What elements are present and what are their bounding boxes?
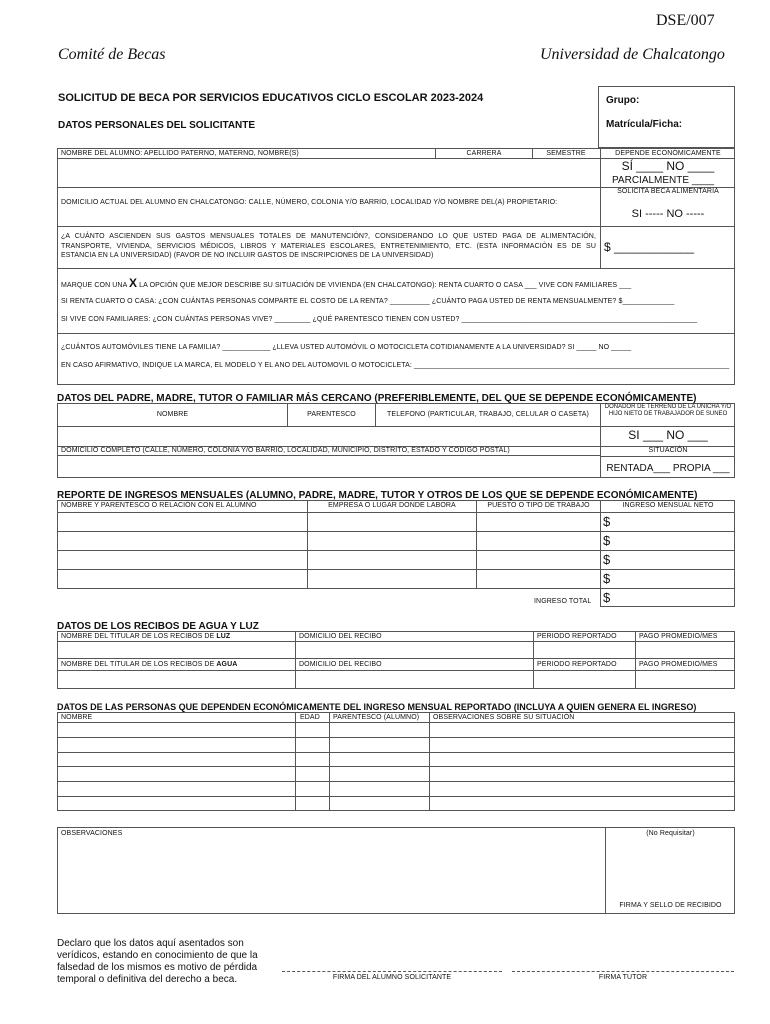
parent-relation-header: PARENTESCO xyxy=(307,411,356,418)
parent-address-field[interactable] xyxy=(60,457,598,476)
light-word: LUZ xyxy=(216,633,231,640)
food-scholarship-label: SOLICITA BECA ALIMENTARIA xyxy=(617,188,719,195)
parent-address-label: DOMICILIO COMPLETO (CALLE, NÚMERO, COLONIA Y/O BARRIO, LOCALIDAD, MUNICIPIO, DISTRITO, ESTADO Y CODIGO POSTAL) xyxy=(61,447,510,454)
student-name-field[interactable] xyxy=(60,159,433,186)
observations-label: OBSERVACIONES xyxy=(61,830,123,837)
expenses-question: ¿A CUÁNTO ASCIENDEN SUS GASTOS MENSUALES TOTALES DE MANUTENCIÓN?, CONSIDERANDO LO QUE USTED PAGA DE ALIMENTACIÓN, TRANSPORTE, VIVIENDA, SERVICIOS MÉDICOS, LIBROS Y MATERIALES ESCOLARES, ENTRETENIMIENTO, ETC. (ESTA INFORMACIÓN ES DE SU ESTANCIA EN LA UNIVERSIDAD) (FAVOR DE NO INCLUIR GASTOS DE INSCRIPCIONES DE LA UNIVERSIDAD) xyxy=(61,233,596,259)
expenses-amount[interactable]: $ ____________ xyxy=(604,240,695,254)
semester-field[interactable] xyxy=(534,159,598,186)
food-scholarship-options[interactable]: SI ----- NO ----- xyxy=(631,208,705,220)
income-amount-header: INGRESO MENSUAL NETO xyxy=(622,502,714,509)
income-table xyxy=(57,500,735,589)
dependents-relation-header: PARENTESCO (ALUMNO) xyxy=(333,714,420,721)
parent-phone-field[interactable] xyxy=(378,428,598,444)
income-name-header: NOMBRE Y PARENTESCO O RELACIÓN CON EL ALUMNO xyxy=(61,502,257,509)
situation-label: SITUACIÓN xyxy=(648,447,688,454)
light-period-header: PERIODO REPORTADO xyxy=(537,633,617,640)
partially-option[interactable]: PARCIALMENTE ____ xyxy=(612,175,715,186)
committee-name: Comité de Becas xyxy=(58,46,166,63)
housing-options[interactable]: LA OPCIÓN QUE MEJOR DESCRIBE SU SITUACIÓN DE VIVIENDA (EN CHALCATONGO): RENTA CUARTO O CASA ___ VIVE CON FAMILIARES ___ xyxy=(139,282,632,289)
tutor-signature-label: FIRMA TUTOR xyxy=(598,974,648,981)
rent-question[interactable]: SI RENTA CUARTO O CASA: ¿CON CUÁNTAS PERSONAS COMPARTE EL COSTO DE LA RENTA? __________ ¿CUÁNTO PAGA USTED DE RENTA MENSUALMENTE? $_____________ xyxy=(61,298,675,305)
mark-x: X xyxy=(129,276,138,290)
dependents-age-header: EDAD xyxy=(300,714,320,721)
family-question[interactable]: SI VIVE CON FAMILIARES: ¿CON CUÁNTAS PERSONAS VIVE? _________ ¿QUÉ PARENTESCO TIENEN CON USTED? ___________________________________________________________ xyxy=(61,316,698,323)
dependents-section-title: DATOS DE LAS PERSONAS QUE DEPENDEN ECONÓMICAMENTE DEL INGRESO MENSUAL REPORTADO (INCLUYA A QUIEN GENERA EL INGRESO) xyxy=(57,702,697,712)
observations-field[interactable] xyxy=(60,842,600,910)
parent-relation-field[interactable] xyxy=(290,428,373,444)
career-field[interactable] xyxy=(437,159,531,186)
dependents-notes-header: OBSERVACIONES SOBRE SU SITUACIÓN xyxy=(433,714,575,721)
parent-name-field[interactable] xyxy=(60,428,285,444)
light-holder-text: NOMBRE DEL TITULAR DE LOS RECIBOS DE xyxy=(61,633,217,640)
water-address-header: DOMICILIO DEL RECIBO xyxy=(299,661,382,668)
dependents-name-header: NOMBRE xyxy=(61,714,93,721)
income-dollar-3[interactable]: $ xyxy=(603,552,611,567)
water-holder-label xyxy=(61,661,237,668)
matricula-label: Matrícula/Ficha: xyxy=(606,119,683,130)
income-dollar-total[interactable]: $ xyxy=(603,590,611,605)
document-code: DSE/007 xyxy=(656,12,715,29)
form-title: SOLICITUD DE BECA POR SERVICIOS EDUCATIVOS CICLO ESCOLAR 2023-2024 xyxy=(58,92,484,104)
tutor-signature-line[interactable] xyxy=(512,971,734,972)
group-id-box[interactable] xyxy=(598,86,735,148)
light-address-header: DOMICILIO DEL RECIBO xyxy=(299,633,382,640)
housing-prefix: MARQUE CON UNA xyxy=(61,282,127,289)
declaration-text: Declaro que los datos aquí asentados son verídicos, estando en conocimiento de que la falsedad de los mismos es motivo de pérdida temporal o definitiva del derecho a beca. xyxy=(57,938,258,985)
car-detail-question[interactable]: EN CASO AFIRMATIVO, INDIQUE LA MARCA, EL MODELO Y EL AÑO DEL AUTOMÓVIL O MOTOCICLETA: _______________________________________________________________________________ xyxy=(61,362,730,369)
no-fill-note: (No Requisitar) xyxy=(646,830,695,837)
situation-options[interactable]: RENTADA___ PROPIA ___ xyxy=(606,463,730,474)
income-company-header: EMPRESA O LUGAR DONDE LABORA xyxy=(328,502,456,509)
income-section-title: REPORTE DE INGRESOS MENSUALES (ALUMNO, PADRE, MADRE, TUTOR Y OTROS DE LOS QUE SE DEPENDE ECONÓMICAMENTE) xyxy=(57,490,698,501)
water-holder-text: NOMBRE DEL TITULAR DE LOS RECIBOS DE xyxy=(61,661,217,668)
water-word: AGUA xyxy=(216,661,238,668)
received-signature-label: FIRMA Y SELLO DE RECIBIDO xyxy=(619,902,722,909)
student-name-header: NOMBRE DEL ALUMNO: APELLIDO PATERNO, MATERNO, NOMBRE(S) xyxy=(61,150,299,157)
income-position-header: PUESTO O TIPO DE TRABAJO xyxy=(487,502,590,509)
donor-label: DONADOR DE TERRENO DE LA UNICHA Y/O HIJO NIETO DE TRABAJADOR DE SUNEO xyxy=(604,404,732,417)
income-dollar-4[interactable]: $ xyxy=(603,571,611,586)
receipts-section-title: DATOS DE LOS RECIBOS DE AGUA Y LUZ xyxy=(57,621,259,632)
student-signature-line[interactable] xyxy=(282,971,502,972)
water-average-header: PAGO PROMEDIO/MES xyxy=(639,661,718,668)
university-name: Universidad de Chalcatongo xyxy=(540,46,725,63)
light-holder-label xyxy=(61,633,230,640)
depends-options[interactable]: SÍ ____ NO ____ xyxy=(621,159,715,173)
parent-name-header: NOMBRE xyxy=(156,411,189,418)
cars-question[interactable]: ¿CUÁNTOS AUTOMÓVILES TIENE LA FAMILIA? ____________ ¿LLEVA USTED AUTOMÓVIL O MOTOCICLETA COTIDIANAMENTE A LA UNIVERSIDAD? SI _____ NO _____ xyxy=(61,344,632,351)
donor-options[interactable]: SI ___ NO ___ xyxy=(628,428,708,442)
housing-question xyxy=(61,276,731,290)
income-total-cell[interactable] xyxy=(600,589,735,607)
current-address-label: DOMICILIO ACTUAL DEL ALUMNO EN CHALCATONGO: CALLE, NÚMERO, COLONIA Y/O BARRIO, LOCALIDAD Y/O NOMBRE DEL(A) PROPIETARIO: xyxy=(61,199,558,206)
group-label: Grupo: xyxy=(606,95,640,106)
current-address-field[interactable] xyxy=(60,208,598,224)
depends-label: DEPENDE ECONÓMICAMENTE xyxy=(615,150,721,157)
parent-phone-header: TELEFONO (PARTICULAR, TRABAJO, CELULAR O CASETA) xyxy=(387,411,589,418)
income-total-label: INGRESO TOTAL xyxy=(534,598,592,605)
career-header: CARRERA xyxy=(466,150,502,157)
personal-section-title: DATOS PERSONALES DEL SOLICITANTE xyxy=(58,120,256,131)
income-dollar-1[interactable]: $ xyxy=(603,514,611,529)
light-average-header: PAGO PROMEDIO/MES xyxy=(639,633,718,640)
parent-section-title: DATOS DEL PADRE, MADRE, TUTOR O FAMILIAR MÁS CERCANO (PREFERIBLEMENTE, DEL QUE SE DEPENDE ECONÓMICAMENTE) xyxy=(57,393,697,404)
income-dollar-2[interactable]: $ xyxy=(603,533,611,548)
semester-header: SEMESTRE xyxy=(546,150,586,157)
water-period-header: PERIODO REPORTADO xyxy=(537,661,617,668)
student-signature-label: FIRMA DEL ALUMNO SOLICITANTE xyxy=(332,974,452,981)
